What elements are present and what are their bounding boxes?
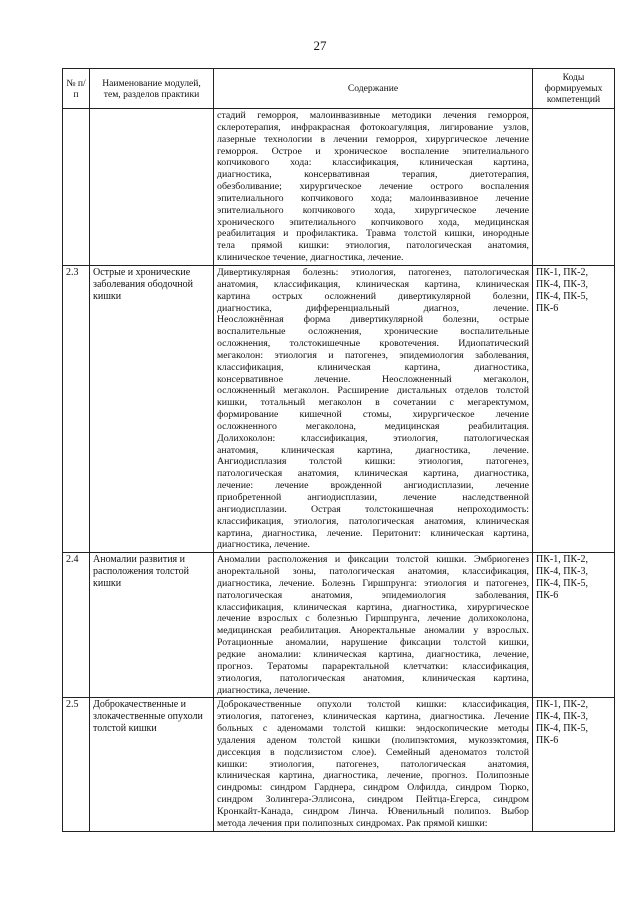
content-line: Ротационные аномалии, нарушение фиксации толстой кишки, bbox=[217, 637, 529, 649]
content-line: осложненный мегаколон. Расширение дистальных отделов толстой bbox=[217, 385, 529, 397]
content-line: кишки: этиология, патогенез, патологическая анатомия, bbox=[217, 758, 529, 770]
content-line: мегаколон: этиология и патогенез, эпидемиология заболевания, bbox=[217, 349, 529, 361]
content-line: Кронкайт-Канада, синдром Линча. Ювенильный полипоз. Выбор bbox=[217, 805, 529, 817]
content-line: диагностика, лечение. bbox=[217, 684, 310, 696]
content-line: осложнения, толстокишечные кровотечения. Идиопатический bbox=[217, 338, 529, 350]
content-line: Доброкачественные опухоли толстой кишки: классификация, bbox=[217, 699, 529, 711]
content-line: медицинская реабилитация. Аноректальные аномалии у взрослых. bbox=[217, 625, 529, 637]
table-row bbox=[63, 553, 615, 698]
content-line: склеротерапия, инфракрасная фотокоагуляция, лигирование узлов, bbox=[217, 121, 529, 133]
content-line: копчикового хода: классификация, клиническая картина, bbox=[217, 157, 529, 169]
content-line: картина, диагностика, лечение. Перитонит: клиническая картина, bbox=[217, 527, 529, 539]
content-line: классификация, клиническая картина, диагностика, bbox=[217, 361, 529, 373]
content-line: диагностика, лечение. Болезнь Гиршпрунга: этиология и патогенез, bbox=[217, 577, 529, 589]
content-line: эпителиального копчикового хода, хирургическое лечение bbox=[217, 204, 529, 216]
content-line: Аномалии расположения и фиксации толстой кишки. Эмбриогенез bbox=[217, 554, 529, 566]
content-line: клиническое течение, диагностика, лечение. bbox=[217, 252, 404, 264]
row-content bbox=[214, 698, 533, 831]
table-row bbox=[63, 109, 615, 266]
content-line: реабилитация и профилактика. Травма толстой кишки, инородные bbox=[217, 228, 529, 240]
content-line: тела прямой кишки: этиология, патологическая анатомия, bbox=[217, 240, 529, 252]
content-line: эпителиального копчикового хода; малоинвазивное лечение bbox=[217, 192, 529, 204]
content-line: диагностика, консервативная терапия, диетотерапия, bbox=[217, 169, 529, 181]
content-line: Ангиодисплазия толстой кишки: этиология, патогенез, bbox=[217, 456, 529, 468]
content-line: клиническая картина, диагностика, лечение, прогноз. Полипозные bbox=[217, 770, 529, 782]
row-codes: ПК-1, ПК-2, ПК-4, ПК-3, ПК-4, ПК-5, ПК-6 bbox=[533, 553, 615, 698]
content-line: диагностика, лечение. bbox=[217, 539, 310, 551]
content-line: Долихоколон: классификация, этиология, патологическая bbox=[217, 432, 529, 444]
content-line: прогноз. Тератомы параректальной клетчатки: классификация, bbox=[217, 660, 529, 672]
content-line: консервативное лечение. Неосложненный мегаколон, bbox=[217, 373, 529, 385]
row-content bbox=[214, 265, 533, 552]
table-row bbox=[63, 265, 615, 552]
content-line: синдром Золингера-Эллисона, синдром Пейтца-Егерса, синдром bbox=[217, 794, 529, 806]
row-module: Аномалии развития и расположения толстой кишки bbox=[90, 553, 214, 698]
row-module: Острые и хронические заболевания ободочной кишки bbox=[90, 265, 214, 552]
content-line: картина острых осложнений дивертикулярной болезни, bbox=[217, 290, 529, 302]
table-row bbox=[63, 698, 615, 831]
content-line: анатомия, классификация, клиническая картина, клиническая bbox=[217, 278, 529, 290]
header-content: Содержание bbox=[214, 69, 533, 109]
row-codes: ПК-1, ПК-2, ПК-4, ПК-3, ПК-4, ПК-5, ПК-6 bbox=[533, 698, 615, 831]
content-line: удаления аденом толстой кишки (полипэктомия, мукозэктомия, bbox=[217, 734, 529, 746]
row-module bbox=[90, 109, 214, 266]
content-line: патологическая анатомия, эпидемиология заболевания, bbox=[217, 589, 529, 601]
row-content bbox=[214, 553, 533, 698]
content-line: приобретенной ангиодисплазии, лечение наследственной bbox=[217, 492, 529, 503]
header-codes: Коды формируемых компетенций bbox=[533, 69, 615, 109]
content-line: кишки, тотальный мегаколон в сочетании с мегаректумом, bbox=[217, 397, 529, 409]
header-num: № п/п bbox=[63, 69, 90, 109]
row-codes bbox=[533, 109, 615, 266]
row-num: 2.5 bbox=[63, 698, 90, 831]
content-line: синдромы: синдром Гарднера, синдром Олфилда, синдром Тюрко, bbox=[217, 782, 529, 794]
content-line: обезболивание; хирургическое лечение острого воспаления bbox=[217, 181, 529, 193]
content-line: геморроя. Острое и хроническое воспаление эпителиального bbox=[217, 145, 529, 157]
content-line: классификация, этиология, патологическая анатомия, клиническая bbox=[217, 515, 529, 527]
content-line: воспалительные осложнения, хронические воспалительные bbox=[217, 326, 529, 338]
header-module: Наименование модулей, тем, разделов практики bbox=[90, 69, 214, 109]
content-line: стадий геморроя, малоинвазивные методики лечения геморроя, bbox=[217, 110, 529, 121]
content-line: редкие аномалии: клиническая картина, диагностика, лечение, bbox=[217, 648, 529, 660]
content-line: Дивертикулярная болезнь: этиология, патогенез, патологическая bbox=[217, 266, 529, 278]
content-line: классификация, клиническая картина, диагностика, хирургическое bbox=[217, 601, 529, 613]
curriculum-table bbox=[62, 68, 615, 832]
content-line: лечение: лечение врожденной ангиодисплазии, лечение bbox=[217, 480, 529, 492]
content-line: патологическая анатомия, клиническая картина, диагностика, bbox=[217, 468, 529, 480]
content-line: диагностика, дифференциальный диагноз, лечение. bbox=[217, 302, 529, 314]
row-num bbox=[63, 109, 90, 266]
content-line: Неосложнённая форма дивертикулярной болезни, острые bbox=[217, 314, 529, 326]
row-codes: ПК-1, ПК-2, ПК-4, ПК-3, ПК-4, ПК-5, ПК-6 bbox=[533, 265, 615, 552]
content-line: ангиодисплазии. Острая толстокишечная непроходимость: bbox=[217, 503, 529, 515]
content-line: лазерные технологии в лечении геморроя, хирургическое лечение bbox=[217, 133, 529, 145]
row-content bbox=[214, 109, 533, 266]
row-num: 2.4 bbox=[63, 553, 90, 698]
content-line: диссекция в подслизистом слое). Семейный аденоматоз толстой bbox=[217, 746, 529, 758]
table-header-row bbox=[63, 69, 615, 109]
content-line: больных с аденомами толстой кишки: эндоскопические методы bbox=[217, 723, 529, 735]
content-line: этиология, патогенез, клиническая картина, диагностика. Лечение bbox=[217, 711, 529, 723]
content-line: метода лечения при полипозных синдромах. Рак прямой кишки: bbox=[217, 817, 488, 829]
row-num: 2.3 bbox=[63, 265, 90, 552]
table-body bbox=[63, 109, 615, 832]
row-module: Доброкачественные и злокачественные опухоли толстой кишки bbox=[90, 698, 214, 831]
content-line: формирование кишечной стомы, хирургическое лечение bbox=[217, 409, 529, 421]
content-line: осложненного мегаколона, медицинская реабилитация. bbox=[217, 420, 529, 432]
content-line: хронического эпителиального копчикового хода, медицинская bbox=[217, 216, 529, 228]
content-line: аноректальной зоны, патологическая анатомия, классификация, bbox=[217, 566, 529, 578]
page-number: 27 bbox=[313, 38, 327, 53]
content-line: анатомия, клиническая картина, диагностика, лечение. bbox=[217, 444, 529, 456]
content-line: этиология, патологическая анатомия, клиническая картина, bbox=[217, 672, 529, 684]
content-line: лечение взрослых с болезнью Гиршпрунга, лечение долихоколона, bbox=[217, 613, 529, 625]
